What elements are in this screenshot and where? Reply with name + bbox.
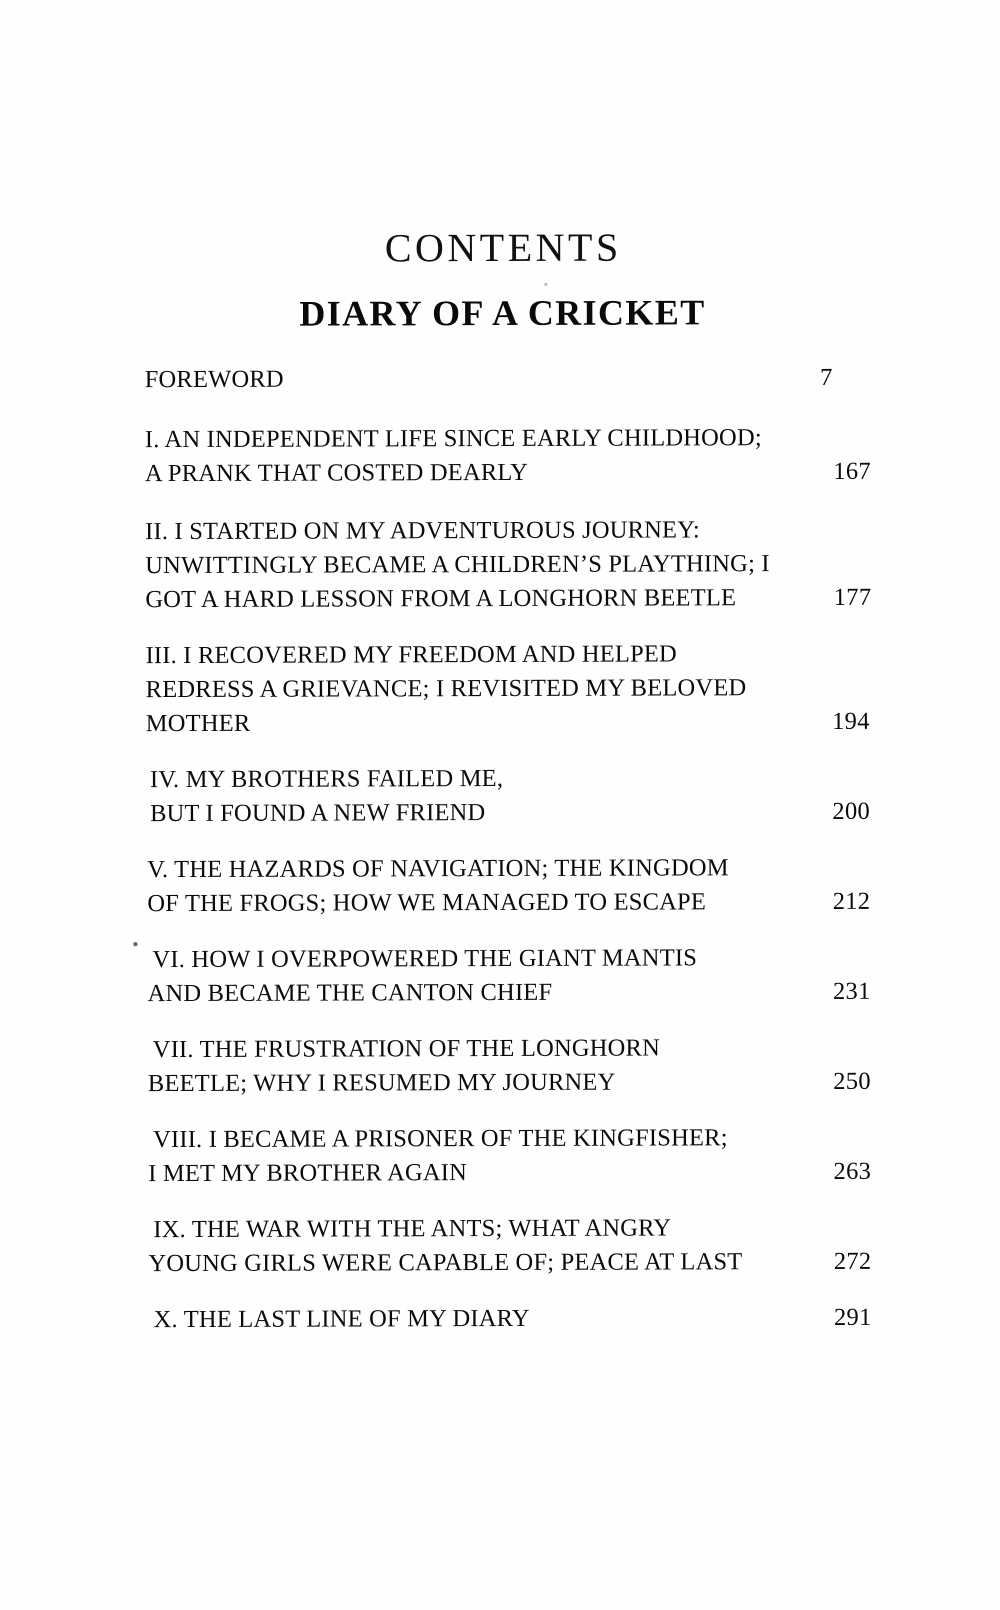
toc-entry-line: GOT A HARD LESSON FROM A LONGHORN BEETLE 177 — [0, 580, 999, 617]
toc-page-number: 177 — [833, 583, 872, 611]
toc-page-number: 167 — [833, 457, 872, 485]
toc-entry-line: IX. THE WAR WITH THE ANTS; WHAT ANGRY — [153, 1214, 672, 1244]
toc-entry-chapter-x[interactable] — [2, 1300, 1000, 1337]
toc-page-number: 263 — [833, 1157, 872, 1185]
toc-entry-line: AND BECAME THE CANTON CHIEF 231 — [1, 974, 1000, 1011]
toc-entry-line: X. THE LAST LINE OF MY DIARY 291 — [2, 1300, 1000, 1337]
book-title: DIARY OF A CRICKET — [299, 292, 706, 334]
toc-page-number: 7 — [820, 363, 833, 391]
table-of-contents — [0, 360, 1000, 1359]
toc-entry-line: VIII. I BECAME A PRISONER OF THE KINGFISHER; — [153, 1124, 728, 1154]
toc-entry-chapter-vii[interactable] — [1, 1030, 1000, 1101]
toc-entry-chapter-iv[interactable] — [0, 760, 1000, 831]
toc-page-number: 250 — [833, 1067, 871, 1095]
page-title: CONTENTS — [384, 224, 622, 271]
toc-entry-line: YOUNG GIRLS WERE CAPABLE OF; PEACE AT LAST 272 — [1, 1244, 1000, 1281]
toc-entry-chapter-vi[interactable] — [0, 940, 1000, 1011]
toc-entry-line: BUT I FOUND A NEW FRIEND 200 — [0, 794, 1000, 831]
toc-page-number: 194 — [832, 707, 870, 735]
toc-entry-line: II. I STARTED ON MY ADVENTUROUS JOURNEY: — [145, 516, 700, 546]
toc-entry-line: VI. HOW I OVERPOWERED THE GIANT MANTIS — [152, 944, 698, 974]
page-heading-block — [0, 224, 999, 335]
toc-entry-chapter-iii[interactable] — [0, 636, 1000, 741]
toc-page-number: 231 — [832, 977, 871, 1005]
toc-page-number: 200 — [832, 797, 871, 825]
toc-entry-line: I MET MY BROTHER AGAIN 263 — [1, 1154, 1000, 1191]
toc-entry-chapter-i[interactable] — [0, 420, 999, 491]
toc-entry-line: I. AN INDEPENDENT LIFE SINCE EARLY CHILDHOOD; — [144, 424, 762, 454]
toc-entry-line: OF THE FROGS; HOW WE MANAGED TO ESCAPE 212 — [0, 884, 1000, 921]
toc-entry-line: IV. MY BROTHERS FAILED ME, — [149, 764, 504, 794]
toc-page-number: 212 — [832, 887, 871, 915]
toc-entry-line: A PRANK THAT COSTED DEARLY 167 — [0, 454, 999, 491]
toc-entry-line: FOREWORD 7 — [0, 360, 999, 397]
toc-entry-line: UNWITTINGLY BECAME A CHILDREN’S PLAYTHING; I — [145, 550, 770, 580]
toc-entry-line: BEETLE; WHY I RESUMED MY JOURNEY 250 — [1, 1064, 1000, 1101]
toc-entry-chapter-ii[interactable] — [0, 512, 999, 617]
toc-entry-line: REDRESS A GRIEVANCE; I REVISITED MY BELOVED — [145, 674, 747, 704]
toc-entry-foreword[interactable] — [0, 360, 999, 397]
toc-entry-line: VII. THE FRUSTRATION OF THE LONGHORN — [152, 1034, 661, 1064]
toc-entry-line: V. THE HAZARDS OF NAVIGATION; THE KINGDOM — [147, 854, 729, 884]
toc-page-number: 291 — [833, 1303, 872, 1331]
toc-entry-chapter-viii[interactable] — [1, 1120, 1000, 1191]
toc-entry-line: III. I RECOVERED MY FREEDOM AND HELPED — [145, 640, 677, 670]
scan-speck-icon — [544, 283, 547, 286]
toc-entry-chapter-v[interactable] — [0, 850, 1000, 921]
toc-entry-line: MOTHER 194 — [0, 704, 1000, 741]
toc-entry-chapter-ix[interactable] — [1, 1210, 1000, 1281]
toc-page-number: 272 — [833, 1247, 872, 1275]
